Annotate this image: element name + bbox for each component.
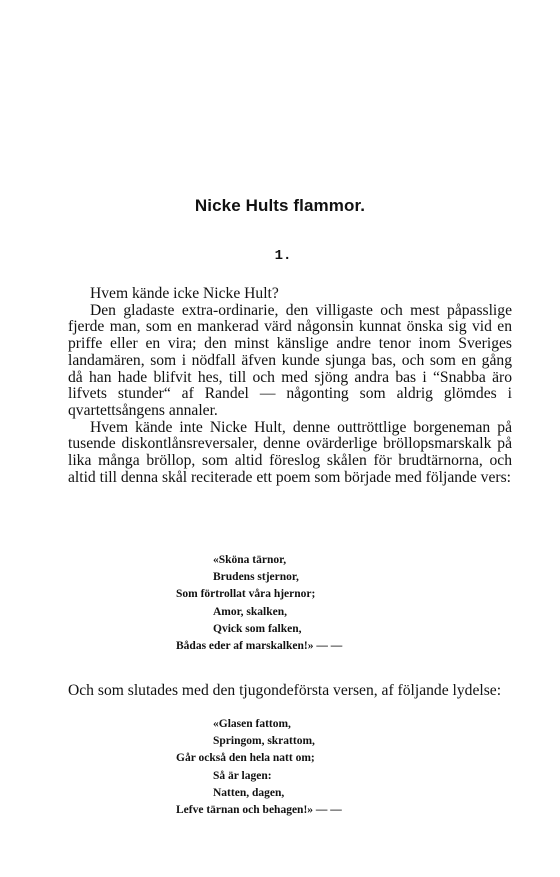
- verse-line: Som förtrollat våra hjernor;: [176, 588, 316, 601]
- verse-block: [176, 716, 342, 819]
- verse-line: Qvick som falken,: [213, 622, 302, 635]
- chapter-title: Nicke Hults flammor.: [194, 196, 366, 215]
- verse-line: Går också den hela natt om;: [176, 752, 315, 765]
- paragraph: Och som slutades med den tjugondeförsta versen, af följande lydelse:: [68, 682, 502, 699]
- paragraph: Den gladaste extra-ordinarie, den villigaste och mest påpasslige fjerde man, som en mankerad värd någonsin kunnat önska sig vid en priffe eller en vira; den minst känslige andre tenor inom Sveriges landamären, som i nödfall äfven kunde sjunga bas, och som en gång då han hade blifvit hes, till och med sjöng andra bas i “Snabba äro lifvets stunder“ af Randel — någonting som aldrig glömdes i qvartettsångens annaler.: [68, 301, 512, 419]
- verse-line: Bådas eder af marskalken!» — —: [176, 640, 343, 653]
- chapter-number: 1.: [274, 248, 292, 264]
- verse-line: «Sköna tärnor,: [213, 554, 287, 566]
- verse-block: [176, 552, 342, 655]
- paragraph: Hvem kände icke Nicke Hult?: [90, 285, 279, 302]
- verse-line: Springom, skrattom,: [213, 735, 315, 748]
- verse-line: Brudens stjernor,: [213, 571, 299, 584]
- verse-line: Lefve tärnan och behagen!» — —: [176, 804, 342, 817]
- body-text: [68, 683, 512, 700]
- verse-line: Så är lagen:: [213, 769, 272, 782]
- verse-line: Amor, skalken,: [213, 605, 288, 618]
- body-text: [68, 286, 512, 486]
- verse-line: «Glasen fattom,: [213, 718, 291, 730]
- paragraph: Hvem kände inte Nicke Hult, denne outtröttlige borgeneman på tusende diskontlånsreversaler, denne ovärderlige bröllopsmarskalk på lika många bröllop, som altid föreslog skålen för brudtärnorna, och altid till denna skål reciterade ett poem som började med följande vers:: [68, 418, 512, 486]
- verse-line: Natten, dagen,: [213, 786, 285, 799]
